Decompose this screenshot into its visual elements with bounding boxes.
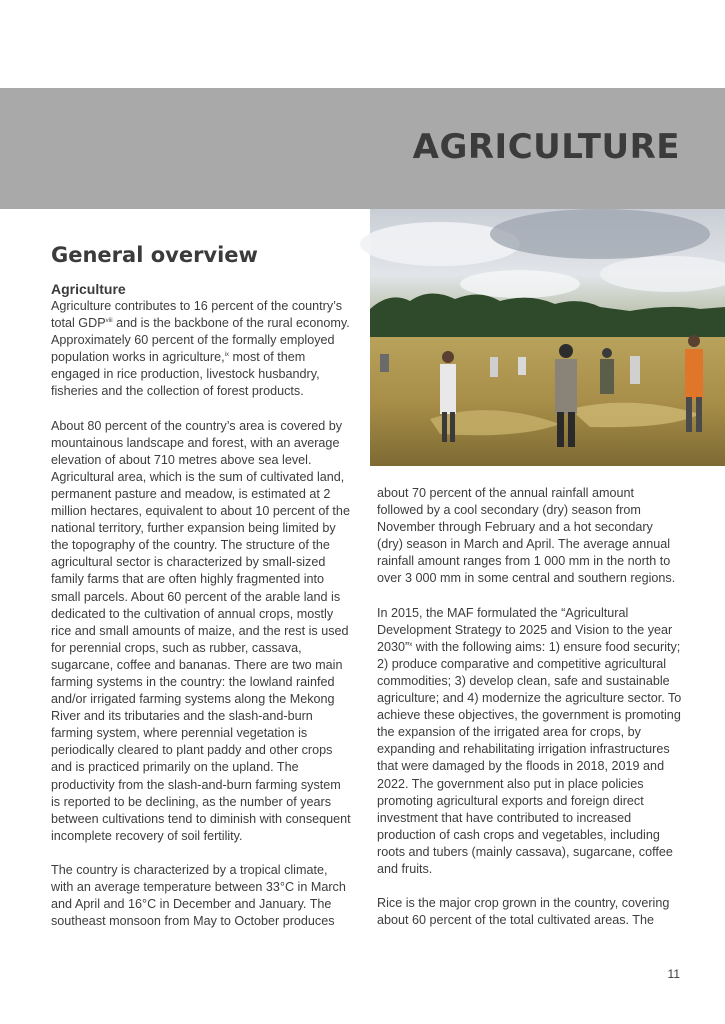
section-title: General overview: [51, 243, 258, 267]
text-run: most of them engaged in rice production, livestock husbandry, fisheries and the collection of forest products.: [51, 350, 320, 399]
text-run: and is the backbone of the rural economy. Approximately 60 percent of the formally employed population works in agriculture,: [51, 316, 350, 365]
footnote-ref: viii: [105, 318, 113, 325]
photo-credit: © FAO/C. Ossket: [712, 545, 721, 607]
right-column: [377, 485, 682, 929]
footnote-ref: ix: [224, 352, 229, 359]
paragraph-land: About 80 percent of the country’s area is covered by mountainous landscape and forest, with an average elevation of about 710 metres above sea level. Agricultural area, which is the sum of cultivated land, permanent pasture and meadow, is estimated at 2 million hectares, equivalent to about 10 percent of the national territory, further expansion being limited by the topography of the country. The structure of the agricultural sector is characterized by small-sized family farms that are often highly fragmented into small parcels. About 60 percent of the arable land is dedicated to the cultivation of annual crops, mostly rice and small amounts of maize, and the rest is used for perennial crops, such as rubber, cassava, sugarcane, coffee and bananas. There are two main farming systems in the country: the lowland rainfed and/or irrigated farming systems along the Mekong River and its tributaries and the slash-and-burn farming system, where perennial vegetation is periodically cleared to plant paddy and other crops and is practiced primarily on the upland. The productivity from the slash-and-burn farming system is reported to be declining, as the number of years between cultivations tend to diminish with consequent incomplete recovery of soil fertility.: [51, 418, 351, 843]
left-column: [51, 280, 353, 930]
paragraph-rice: Rice is the major crop grown in the country, covering about 60 percent of the total cultivated areas. The: [377, 896, 670, 928]
page-number: 11: [667, 967, 680, 981]
photo-illustration: [370, 209, 725, 466]
footnote-ref: x: [409, 641, 413, 648]
chapter-title: AGRICULTURE: [412, 127, 680, 167]
paragraph-climate: The country is characterized by a tropical climate, with an average temperature between 33°C in March and April and 16°C in December and January. The southeast monsoon from May to October produces: [51, 862, 346, 929]
text-run: with the following aims: 1) ensure food security; 2) produce comparative and competitive agricultural commodities; 3) develop clean, safe and sustainable agriculture; and 4) modernize the agriculture sector. To achieve these objectives, the government is promoting the expansion of the irrigated area for crops, by expanding and rehabilitating irrigation infrastructures that were damaged by the floods in 2018, 2019 and 2022. The government also put in place policies promoting agricultural exports and foreign direct investment that have contributed to increased production of cash crops and vegetables, including roots and tubers (mainly cassava), sugarcane, coffee and fruits.: [377, 639, 682, 876]
text-run: Agriculture contributes to 16 percent of the country’s total GDP: [51, 299, 342, 331]
paragraph-rainfall: about 70 percent of the annual rainfall amount followed by a cool secondary (dry) season from November through February and a hot secondary (dry) season in March and April. The average annual rainfall amount ranges from 1 000 mm in the north to over 3 000 mm in some central and southern regions.: [377, 486, 676, 586]
paragraph-strategy: [377, 605, 682, 879]
subsection-title: Agriculture: [51, 281, 126, 297]
text-run: In 2015, the MAF formulated the “Agricultural Development Strategy to 2025 and Vision to the year 2030”: [377, 605, 673, 654]
paragraph-gdp: [51, 298, 353, 401]
